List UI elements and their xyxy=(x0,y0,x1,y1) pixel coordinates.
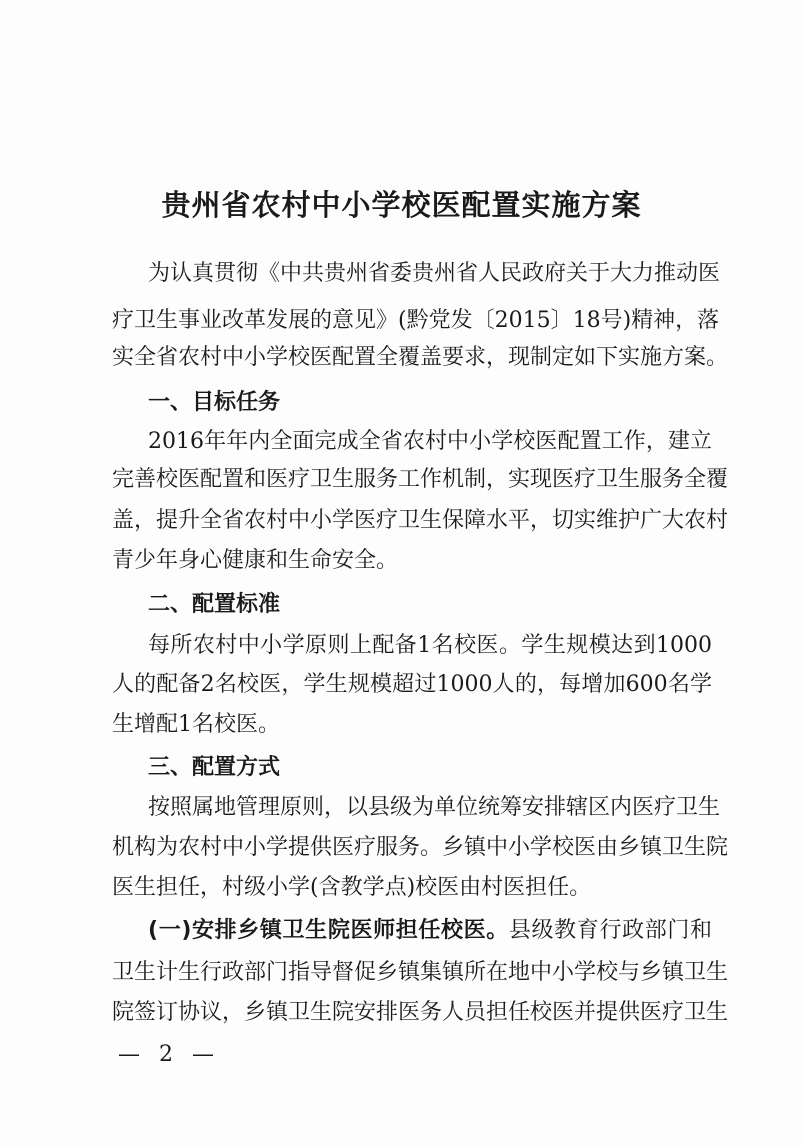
paragraph-line: 人的配备2名校医，学生规模超过1000人的，每增加600名学 xyxy=(112,672,712,697)
paragraph-line: 机构为农村中小学提供医疗服务。乡镇中小学校医由乡镇卫生院 xyxy=(112,835,729,860)
section-heading: 二、配置标准 xyxy=(148,592,281,617)
paragraph-line: 实全省农村中小学校医配置全覆盖要求，现制定如下实施方案。 xyxy=(112,345,729,370)
paragraph-line: 完善校医配置和医疗卫生服务工作机制，实现医疗卫生服务全覆 xyxy=(112,467,729,492)
subsection-rest: 县级教育行政部门和 xyxy=(508,918,712,943)
paragraph-line: 生增配1名校医。 xyxy=(112,712,280,737)
paragraph-line: 盖，提升全省农村中小学医疗卫生保障水平，切实维护广大农村 xyxy=(112,508,729,533)
paragraph-line: 青少年身心健康和生命安全。 xyxy=(112,548,399,573)
subsection-first-line xyxy=(148,913,712,949)
paragraph-line: 按照属地管理原则，以县级为单位统筹安排辖区内医疗卫生 xyxy=(148,795,721,820)
paragraph-line: 每所农村中小学原则上配备1名校医。学生规模达到1000 xyxy=(148,633,712,658)
paragraph-line: 2016年年内全面完成全省农村中小学校医配置工作，建立 xyxy=(148,429,712,454)
section-heading: 三、配置方式 xyxy=(148,755,281,780)
section-heading: 一、目标任务 xyxy=(148,390,281,415)
page-number: — 2 — xyxy=(118,1042,220,1067)
paragraph-line: 为认真贯彻《中共贵州省委贵州省人民政府关于大力推动医 xyxy=(148,261,721,286)
document-title: 贵州省农村中小学校医配置实施方案 xyxy=(161,188,642,222)
paragraph-line: 疗卫生事业改革发展的意见》(黔党发〔2015〕18号)精神，落 xyxy=(112,308,720,333)
paragraph-line: 院签订协议，乡镇卫生院安排医务人员担任校医并提供医疗卫生 xyxy=(112,1000,729,1025)
paragraph-line: 医生担任，村级小学(含教学点)校医由村医担任。 xyxy=(112,875,592,900)
subsection-lead: (一)安排乡镇卫生院医师担任校医。 xyxy=(148,918,509,943)
paragraph-line: 卫生计生行政部门指导督促乡镇集镇所在地中小学校与乡镇卫生 xyxy=(112,960,729,985)
